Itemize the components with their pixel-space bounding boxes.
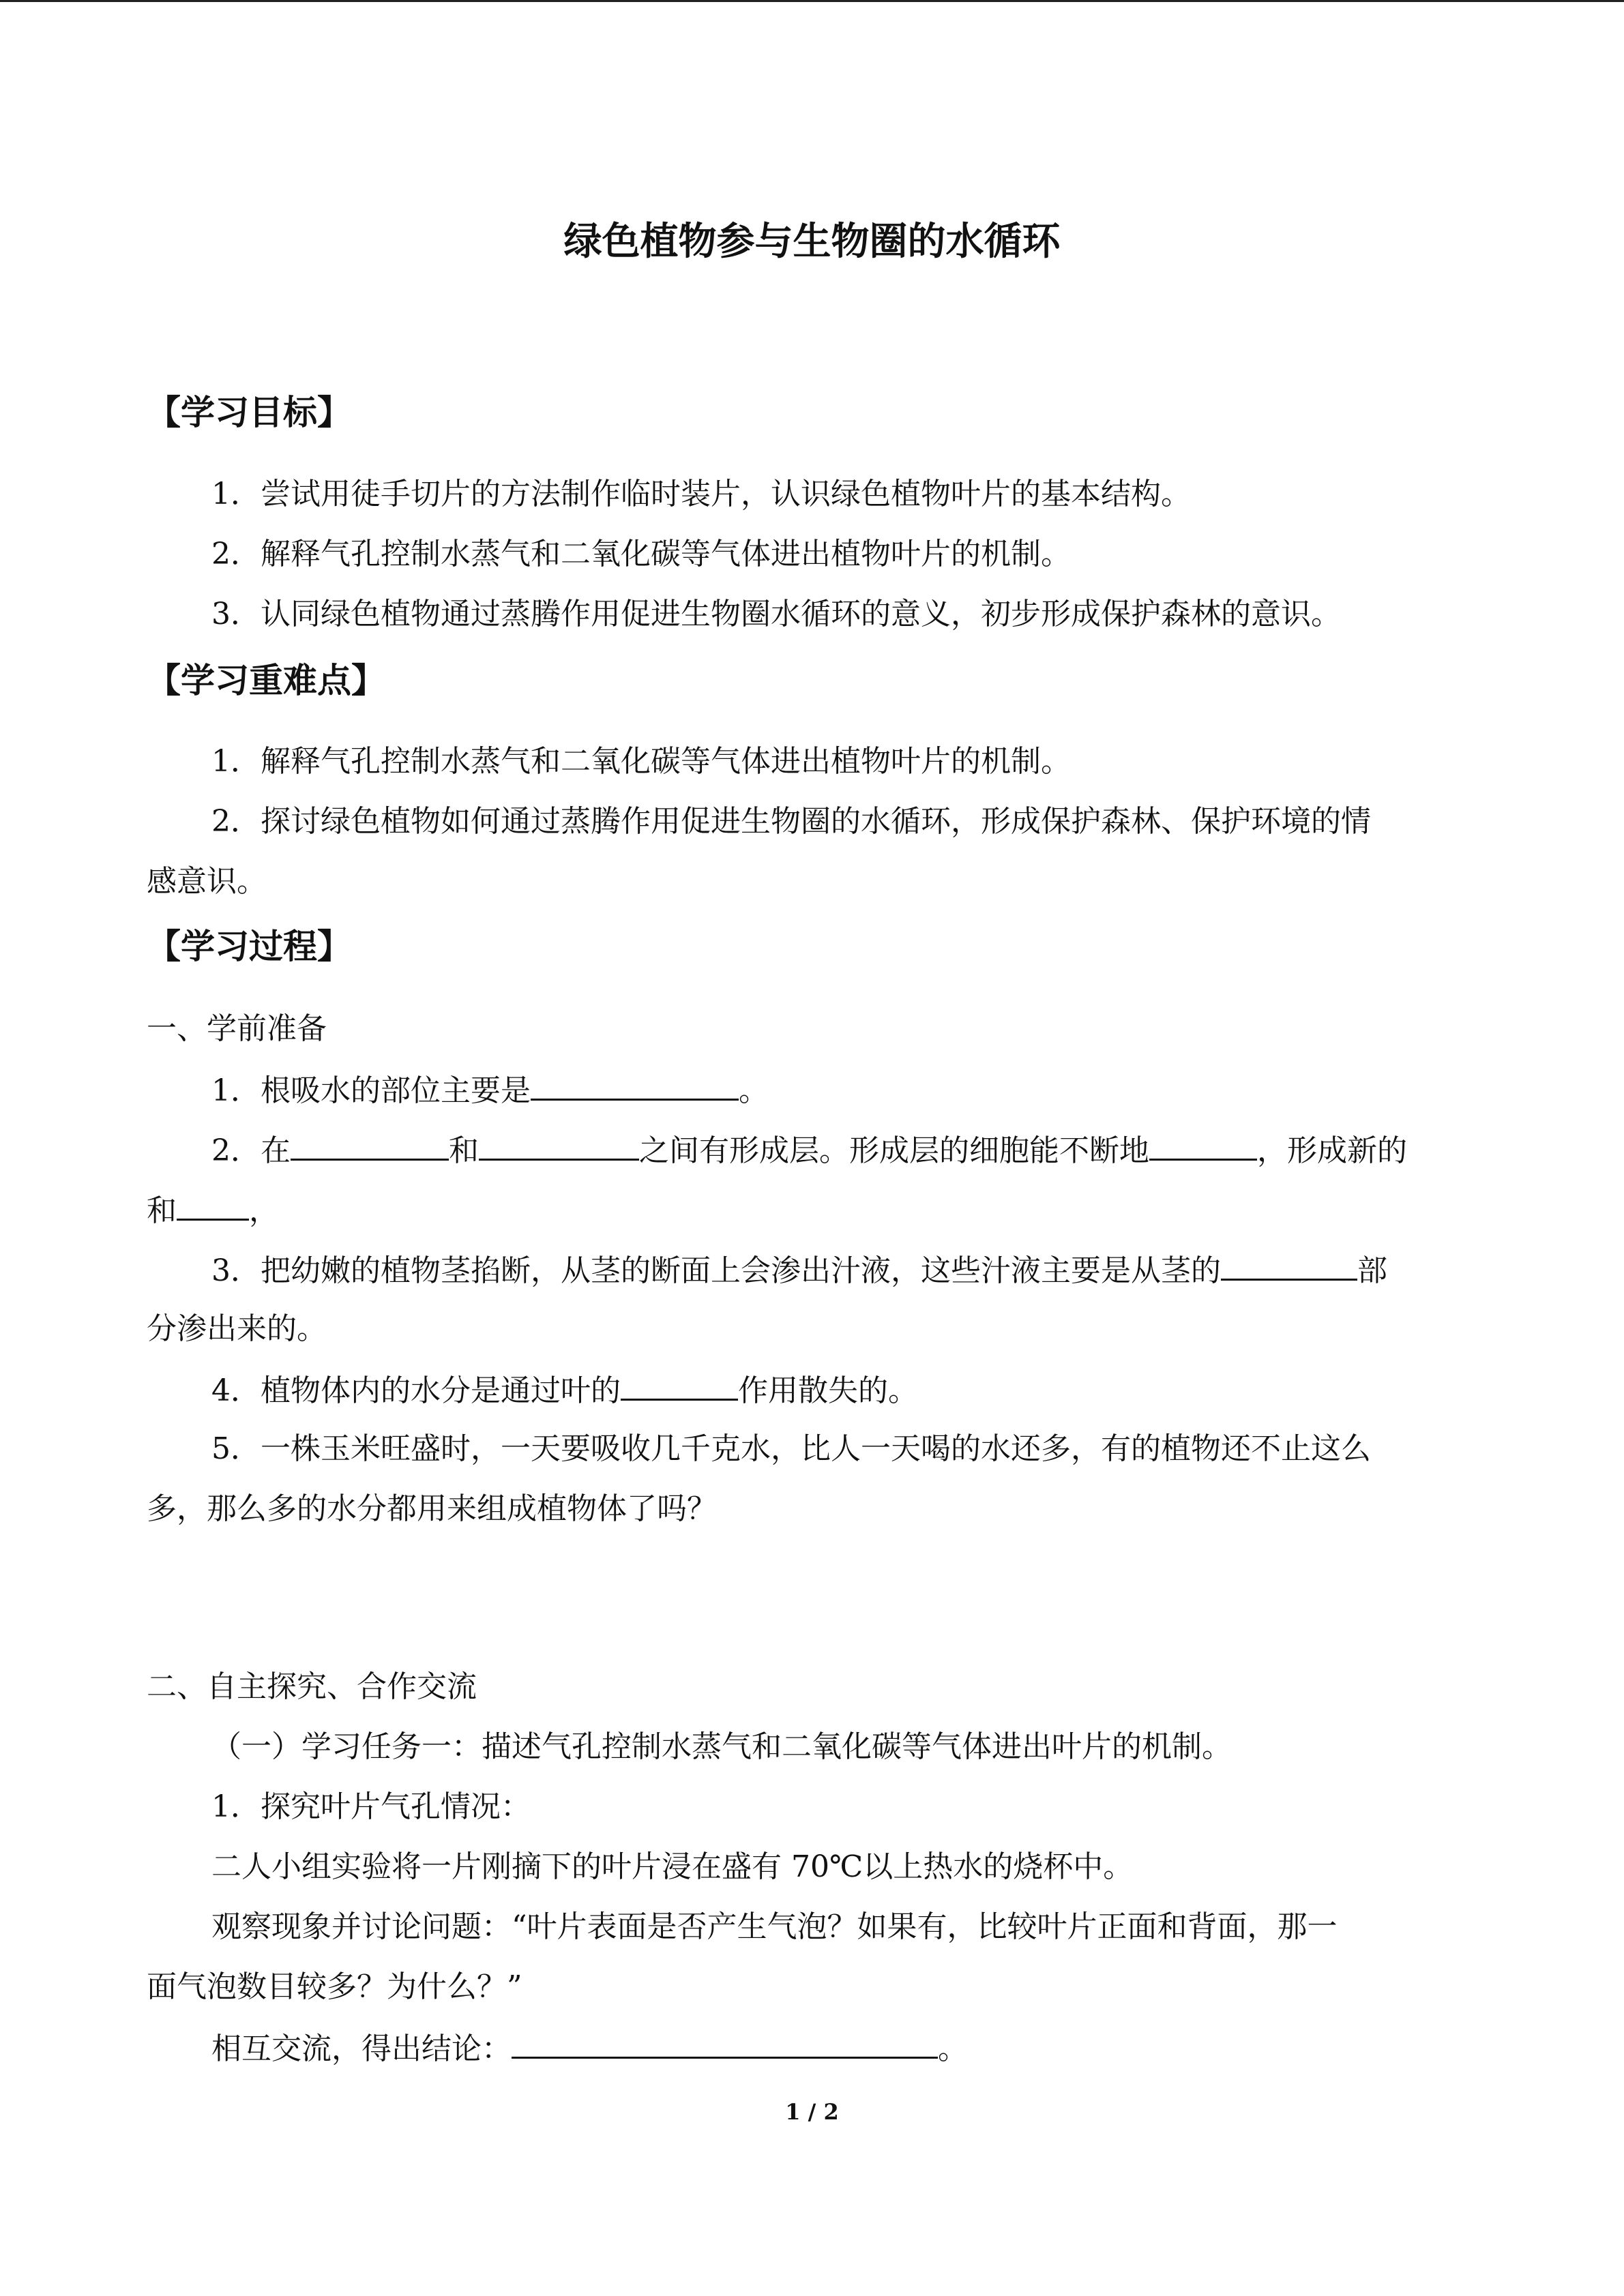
answer-blank-1[interactable] <box>531 1067 739 1101</box>
answer-blank-2a[interactable] <box>291 1127 449 1161</box>
experiment-text: 二人小组实验将一片刚摘下的叶片浸在盛有 70℃以上热水的烧杯中。 <box>211 1849 1134 1884</box>
question-3-line2: 分渗出来的。 <box>147 1311 327 1346</box>
conclusion <box>211 2025 968 2071</box>
question-4-text: 4．植物体内的水分是通过叶的 <box>211 1373 621 1408</box>
task-1: （一）学习任务一：描述气孔控制水蒸气和二氧化碳等气体进出叶片的机制。 <box>211 1729 1232 1764</box>
conclusion-end: 。 <box>938 2031 968 2066</box>
part2-title: 二、自主探究、合作交流 <box>147 1669 477 1704</box>
question-4 <box>211 1367 918 1413</box>
page-number: 1 / 2 <box>785 2099 839 2125</box>
goals-heading: 【学习目标】 <box>147 393 351 432</box>
key-point-2-line2: 感意识。 <box>147 864 267 899</box>
question-5-line2: 多，那么多的水分都用来组成植物体了吗？ <box>147 1491 717 1526</box>
question-2-text-c: 之间有形成层。形成层的细胞能不断地 <box>639 1133 1149 1168</box>
goal-item-2: 2．解释气孔控制水蒸气和二氧化碳等气体进出植物叶片的机制。 <box>211 537 1071 571</box>
question-2-line2 <box>147 1187 279 1233</box>
question-1 <box>211 1067 769 1113</box>
question-1-end: 。 <box>739 1073 769 1108</box>
answer-blank-4[interactable] <box>621 1367 738 1401</box>
answer-blank-3[interactable] <box>1221 1247 1357 1281</box>
answer-blank-2d[interactable] <box>177 1187 249 1221</box>
answer-blank-2c[interactable] <box>1149 1127 1257 1161</box>
step-1: 1．探究叶片气孔情况： <box>211 1789 531 1824</box>
process-heading: 【学习过程】 <box>147 927 351 966</box>
question-3-text-b: 部 <box>1357 1253 1387 1288</box>
question-2-text-f: ， <box>249 1193 279 1228</box>
question-2-text-b: 和 <box>449 1133 479 1168</box>
question-2-text-d: ，形成新的 <box>1257 1133 1407 1168</box>
observe-line2: 面气泡数目较多？为什么？” <box>147 1969 522 2004</box>
question-4-text-b: 作用散失的。 <box>738 1373 918 1408</box>
conclusion-text: 相互交流，得出结论： <box>211 2031 512 2066</box>
key-point-2-line1: 2．探讨绿色植物如何通过蒸腾作用促进生物圈的水循环，形成保护森林、保护环境的情 <box>211 804 1371 839</box>
observe-line1: 观察现象并讨论问题：“叶片表面是否产生气泡？如果有，比较叶片正面和背面，那一 <box>211 1909 1338 1944</box>
answer-blank-2b[interactable] <box>479 1127 639 1161</box>
answer-blank-conclusion[interactable] <box>512 2025 938 2059</box>
question-1-text: 1．根吸水的部位主要是 <box>211 1073 531 1108</box>
part1-title: 一、学前准备 <box>147 1011 327 1046</box>
question-2-text-a: 2．在 <box>211 1133 291 1168</box>
question-3-text: 3．把幼嫩的植物茎掐断，从茎的断面上会渗出汁液，这些汁液主要是从茎的 <box>211 1253 1221 1288</box>
question-2-text-e: 和 <box>147 1193 177 1228</box>
page-title: 绿色植物参与生物圈的水循环 <box>563 220 1061 264</box>
goal-item-1: 1．尝试用徒手切片的方法制作临时装片，认识绿色植物叶片的基本结构。 <box>211 477 1191 511</box>
question-3-line1 <box>211 1247 1387 1293</box>
question-2-line1 <box>211 1127 1407 1173</box>
question-5-line1: 5．一株玉米旺盛时，一天要吸收几千克水，比人一天喝的水还多，有的植物还不止这么 <box>211 1431 1371 1466</box>
goal-item-3: 3．认同绿色植物通过蒸腾作用促进生物圈水循环的意义，初步形成保护森林的意识。 <box>211 597 1341 631</box>
key-points-heading: 【学习重难点】 <box>147 661 385 700</box>
key-point-1: 1．解释气孔控制水蒸气和二氧化碳等气体进出植物叶片的机制。 <box>211 744 1071 779</box>
